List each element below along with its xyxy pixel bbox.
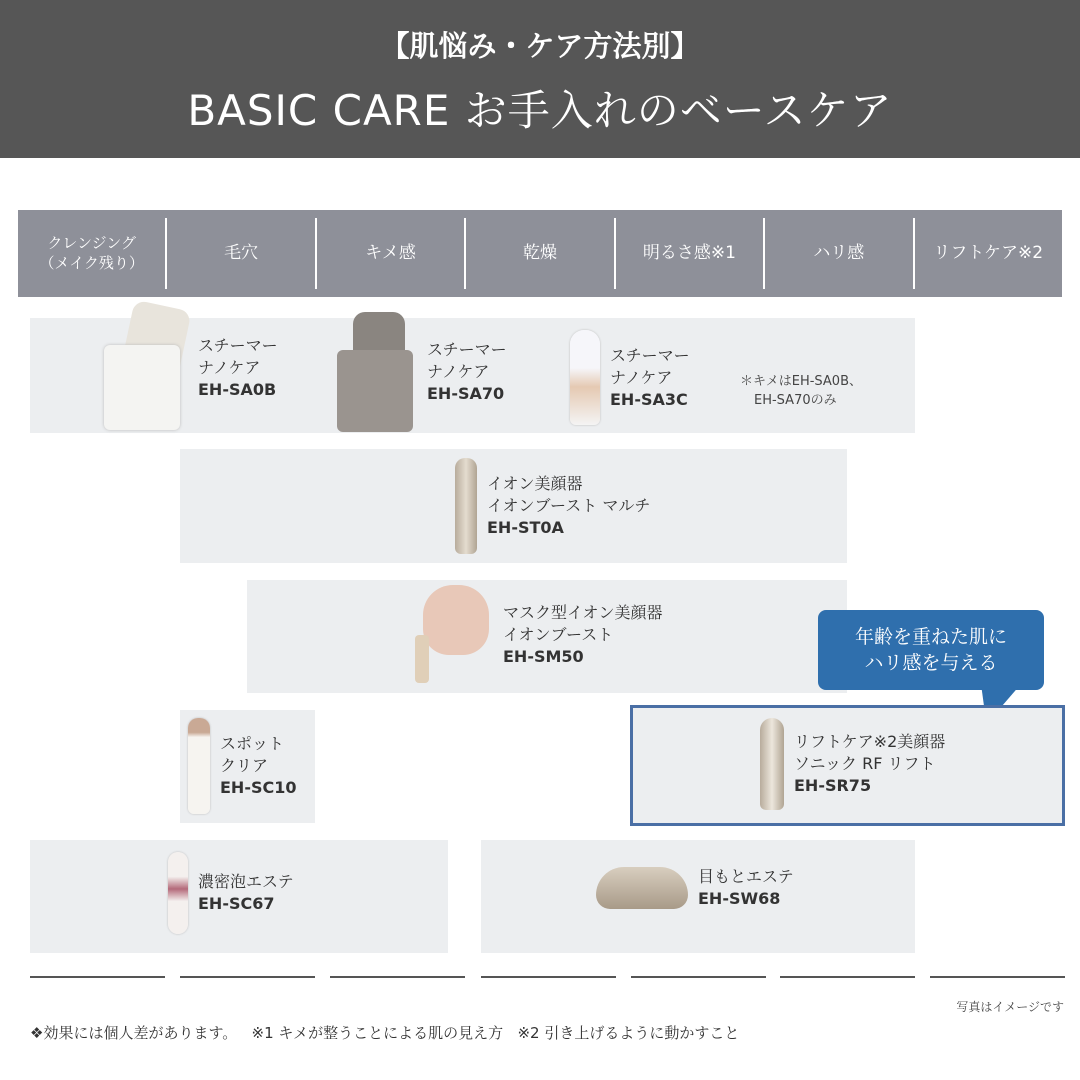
product-model: EH-SA3C (610, 389, 688, 409)
header-banner (0, 0, 1080, 158)
header-subtitle: 【肌悩み・ケア方法別】 (380, 29, 700, 63)
category-texture: キメ感 (315, 218, 464, 289)
product-model: EH-SA0B (198, 379, 277, 399)
footnote: ❖効果には個人差があります。 ※1 キメが整うことによる肌の見え方 ※2 引き上げるように動かすこと (30, 1024, 740, 1042)
product-name: イオンブースト (503, 625, 614, 644)
product-eh-sc10[interactable] (188, 718, 297, 814)
product-eh-sa70[interactable] (335, 312, 507, 432)
product-name: イオンブースト マルチ (487, 496, 651, 515)
product-name: スチーマー (198, 335, 278, 355)
product-name: 濃密泡エステ (198, 872, 294, 891)
product-name: ソニック RF リフト (794, 754, 936, 773)
divider (330, 976, 465, 978)
product-model: EH-SA70 (427, 384, 505, 403)
divider (180, 976, 315, 978)
product-name: スチーマー (610, 345, 690, 365)
product-name: ナノケア (427, 362, 490, 381)
product-model: EH-SR75 (794, 776, 872, 795)
divider (930, 976, 1065, 978)
callout-line: 年齢を重ねた肌に (854, 626, 1007, 648)
header-title: BASIC CARE お手入れのベースケア (187, 86, 893, 135)
divider (30, 976, 165, 978)
photo-note: 写真はイメージです (956, 1000, 1064, 1014)
product-name: ナノケア (610, 367, 673, 387)
category-dryness: 乾燥 (464, 218, 613, 289)
callout-line: ハリ感を与える (864, 652, 998, 674)
product-model: EH-SW68 (698, 889, 781, 908)
spot-clear-image (188, 718, 210, 814)
product-name: リフトケア※2美顔器 (794, 732, 946, 751)
product-eh-sw68[interactable] (596, 866, 794, 910)
steamer-handy-image (570, 330, 600, 425)
product-name: スチーマー (427, 340, 507, 359)
category-pores: 毛穴 (165, 218, 314, 289)
product-name: スポット (220, 734, 285, 753)
eye-esthe-image (596, 867, 688, 909)
divider (780, 976, 915, 978)
foam-esthe-image (168, 852, 188, 934)
product-eh-sa3c[interactable] (570, 330, 690, 425)
rf-lift-device-image (760, 718, 784, 810)
product-model: EH-SC67 (198, 894, 275, 913)
steamer-white-image (100, 305, 188, 430)
product-model: EH-ST0A (487, 518, 564, 537)
product-name: クリア (220, 756, 269, 775)
product-name: ナノケア (198, 357, 261, 377)
callout-bubble (818, 610, 1044, 690)
category-cleansing: クレンジング （メイク残り） (39, 234, 144, 272)
category-lift: リフトケア※2 (913, 218, 1062, 289)
steamer-taupe-image (335, 312, 417, 432)
category-brightness: 明るさ感※1 (614, 218, 763, 289)
divider (481, 976, 616, 978)
product-name: マスク型イオン美顔器 (503, 603, 663, 622)
product-eh-sm50[interactable] (415, 585, 663, 685)
category-firmness: ハリ感 (763, 218, 912, 289)
steamer-note (740, 372, 862, 410)
ion-facial-device-image (455, 458, 477, 554)
product-eh-sc67[interactable] (168, 852, 294, 934)
steamer-note-line: ＊キメはEH-SA0B、 (740, 374, 862, 389)
product-model: EH-SC10 (220, 778, 297, 797)
steamer-note-line: EH-SA70のみ (754, 393, 837, 408)
product-model: EH-SM50 (503, 647, 584, 666)
product-name: イオン美顔器 (487, 474, 583, 493)
product-name: 目もとエステ (698, 867, 794, 886)
product-eh-sa0b[interactable] (100, 305, 278, 430)
face-mask-image (415, 585, 493, 685)
category-bar (18, 210, 1062, 297)
product-eh-sr75[interactable] (760, 718, 945, 810)
divider (631, 976, 766, 978)
product-eh-st0a[interactable] (455, 458, 650, 554)
